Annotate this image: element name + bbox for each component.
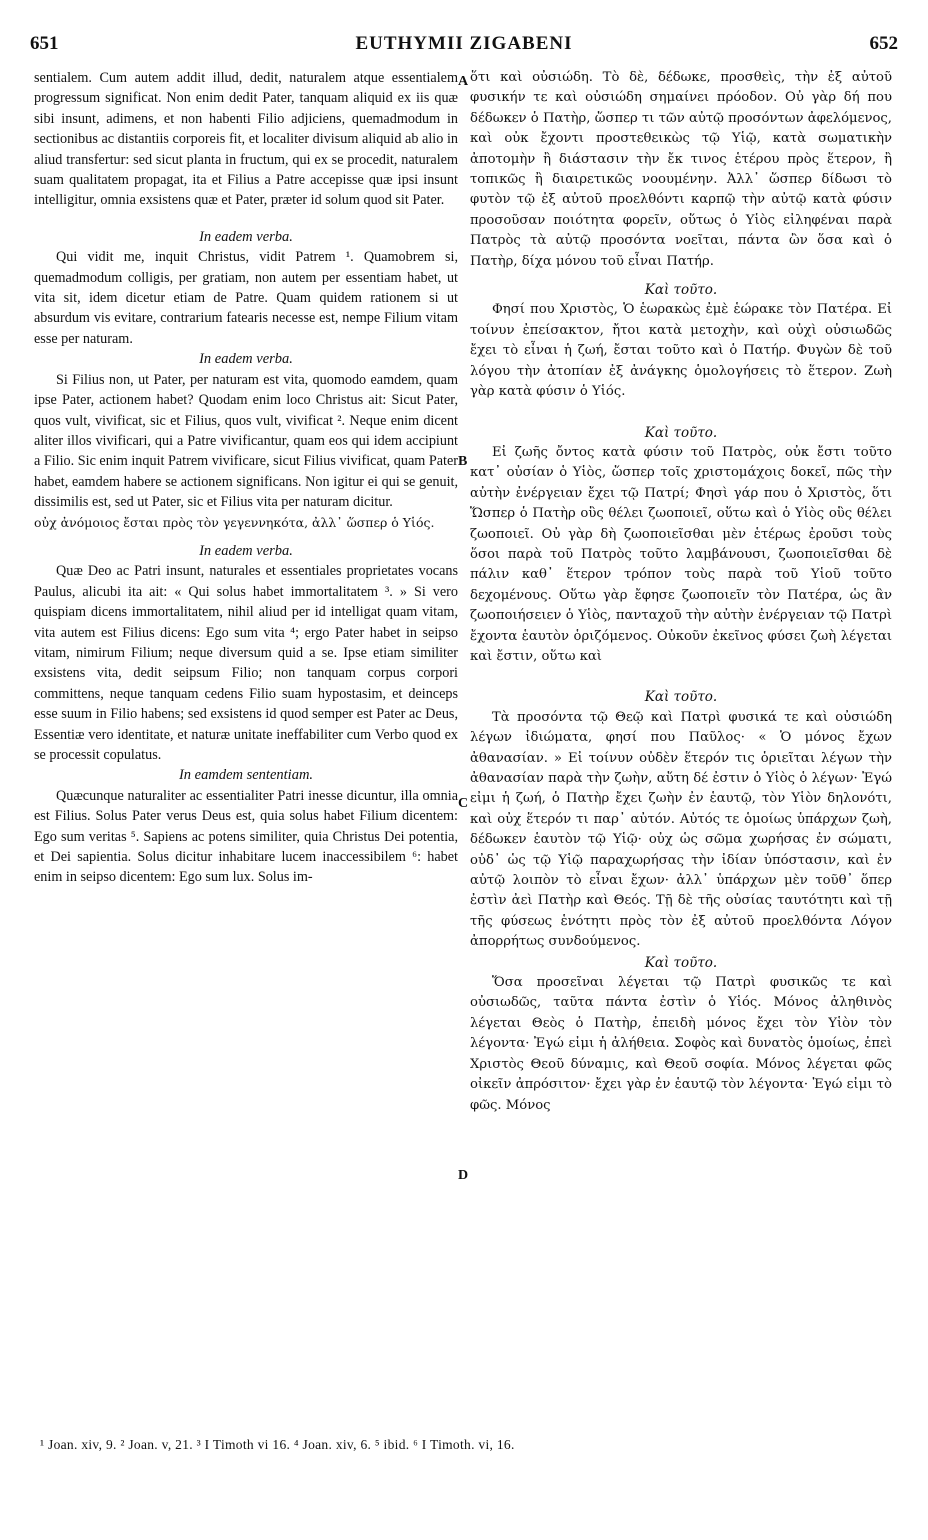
marker-a: A xyxy=(458,74,469,89)
greek-column xyxy=(470,68,892,1430)
greek-section-heading: Καὶ τοῦτο. xyxy=(644,689,718,706)
page-number-right: 652 xyxy=(869,33,898,54)
marker-d: D xyxy=(458,1168,469,1183)
marker-c: C xyxy=(458,796,469,811)
greek-section-heading: Καὶ τοῦτο. xyxy=(644,282,718,299)
greek-paragraph: Εἰ ζωῆς ὄντος κατὰ φύσιν τοῦ Πατρὸς, οὐκ ἔστι τοῦτο κατ᾽ οὐσίαν ὁ Υἱὸς, ὥσπερ τοῖς χριστομάχοις δοκεῖ, πῶς τὴν αὐτὴν ἐνέργειαν ἔχει τῷ Πατρί; Φησὶ γάρ που ὁ Χριστὸς, ὅτι Ὥσπερ ὁ Πατὴρ οὓς θέλει ζωοποιεῖ, οὕτω καὶ ὁ Υἱὸς οὓς θέλει ζωοποιεῖ. Οὐ γὰρ δὴ ζωοποιεῖσθαι μὲν ἑτέρως ἐροῦσι τοὺς ὅσοι παρὰ τοῦ Πατρὸς τοῦτο λαμβάνουσι, ζωοποιεῖσθαι δὲ πάλιν καθ᾽ ἕτερον τρόπον τοὺς παρὰ τοῦ Υἱοῦ τοῦτο δεχομένους. Οὕτω γὰρ ἔφησε ζωοποιεῖν τὸν Πατέρα, ὡς ἂν ζωοποιήσειεν ὁ Υἱὸς, πανταχοῦ τὴν αὐτὴν ἐνέργειαν τῷ Πατρὶ ἔχοντα ἑαυτὸν ὁριζόμενος. Οὐκοῦν ἐκεῖνος φύσει ζωὴ λέγεται καὶ ἔστιν, οὕτω καὶ xyxy=(470,444,892,664)
running-title: EUTHYMII ZIGABENI xyxy=(355,33,573,54)
latin-section-heading: In eamdem sententiam. xyxy=(178,767,314,784)
latin-paragraph: sentialem. Cum autem addit illud, dedit, naturalem atque essentialem progressum significat. Non enim dedit Pater, tanquam aliquid ex iis quæ sibi insunt, adimens, et non habenti Filio adjiciens, quemadmodum in sectionibus ac distantiis corporeis fit, et localiter divisum aliquid ab alio in aliud transfertur: sed sicut planta in fructum, qui ex se procedit, naturalem suam qualitatem propagat, ita et Filius a Patre accepisse quæ ipsi insunt intelligitur, omnia exsistens quæ et Pater, præter id solum quod sit Pater. xyxy=(34,70,458,209)
page-number-left: 651 xyxy=(30,33,59,54)
marker-b: B xyxy=(458,454,468,469)
greek-paragraph: Φησί που Χριστὸς, Ὁ ἑωρακὼς ἐμὲ ἑώρακε τὸν Πατέρα. Εἰ τοίνυν ἐπείσακτον, ἤτοι κατὰ μετοχὴν, καὶ οὐχὶ οὐσιωδῶς ἔχει τὸ εἶναι ἡ ζωή, ἔσται τοῦτο καὶ ὁ Πατήρ. Φυγὼν δὲ τοῦ λόγου τὴν ἀτοπίαν ἐξ ἀνάγκης ὁμολογήσεις τὸ ἕτερον. Ζωὴ γὰρ κατὰ φύσιν ὁ Υἱός. xyxy=(470,302,892,400)
greek-paragraph: ὅτι καὶ οὐσιώδη. Τὸ δὲ, δέδωκε, προσθεὶς, τὴν ἐξ αὐτοῦ φυσικήν τε καὶ οὐσιώδη σημαίνει πρόοδον. Οὐ γὰρ δή που δέδωκεν ὁ Πατὴρ, ὥσπερ τι τῶν αὐτῷ προσόντων ἀφελόμενος, καὶ οὐκ ἔχοντι προστεθεικὼς τῷ Υἱῷ, κατὰ σωματικὴν ἀποτομὴν ἢ διάστασιν τὴν ἔκ τινος ἑτέρου πρὸς ἕτερον, ἢ τοπικῶς ἢ διαιρετικῶς νοουμένην. Ἀλλ᾽ ὥσπερ δίδωσι τὸ φυτὸν τῷ ἐξ αὐτοῦ προελθόντι καρπῷ τὴν αὐτῷ κατὰ φύσιν προσοῦσαν ποιότητα φορεῖν, οὕτως ὁ Υἱὸς εἰληφέναι παρὰ Πατρὸς τὰ αὐτῷ προσόντα νοεῖται, πάντα ὢν ὅσα καὶ ὁ Πατὴρ, δίχα μόνου τοῦ εἶναι Πατήρ. xyxy=(470,70,892,269)
greek-section-heading: Καὶ τοῦτο. xyxy=(644,954,718,971)
latin-section-heading: In eadem verba. xyxy=(199,542,293,559)
latin-paragraph: Si Filius non, ut Pater, per naturam est vita, quomodo eamdem, quam ipse Pater, actionem habet? Quodam enim loco Christus ait: Sicut Pater, quos vult, vivificat, sic et Filius, quos vult, vivificat ². Neque enim dicent aliter illos vivificari, qui a Patre vivificantur, quam eos qui idem accipiunt a Filio. Sic enim inquit Patrem vivificare, sicut Filius vivificat, quam Pater habet, eamdem habere se actionem significans. Non igitur ei qui se genuit, dissimilis est, sed ut Pater, sic et Filius vita per naturam dicitur. xyxy=(34,371,458,511)
latin-column xyxy=(34,68,458,1430)
greek-paragraph: Τὰ προσόντα τῷ Θεῷ καὶ Πατρὶ φυσικά τε καὶ οὐσιώδη λέγων ἰδιώματα, φησί που Παῦλος· « Ὁ μόνος ἔχων ἀθανασίαν. » Εἰ τοίνυν οὐδὲν ἕτερόν τις ὁριεῖται λέγων τὴν ἀθανασίαν παρὰ τὴν ζωὴν, αὕτη δέ ἐστιν ὁ Υἱὸς ὁ λέγων· Ἐγώ εἰμι ἡ ζωή, ὁ Πατὴρ ἔχει ζωὴν ἐν ἑαυτῷ, τὸν Υἱὸν δηλονότι, καὶ οὐχ ἕτερόν τι παρ᾽ αὐτόν. Αὐτός τε ὁμοίως ὑπάρχων ζωὴ, δέδωκεν ἑαυτὸν τῷ Υἱῷ· οὐχ ὡς σῶμα χωρήσας ἐν σώματι, οὐδ᾽ ὡς τῷ Υἱῷ παραχωρήσας τὴν ἰδίαν ὑπόστασιν, καὶ ἐν αὐτῷ λοιπὸν τὸ εἶναι ἔχων· ἀλλ᾽ ὑπάρχων μὲν τοῦθ᾽ ὅπερ ἐστὶν ἀεὶ Πατὴρ καὶ Θεός. Τῇ δὲ τῆς οὐσίας ταυτότητι καὶ τῇ τῆς φύσεως ἑνότητι πρὸς τὸν ἐξ αὐτοῦ προελθόντα Λόγον ἀπορρήτως συνδούμενος. xyxy=(470,709,892,950)
latin-paragraph: Quæ Deo ac Patri insunt, naturales et essentiales proprietates vocans Paulus, alicubi ita ait: « Qui solus habet immortalitatem ³. » Si vero quispiam dicens immortalitatem, nihil aliud per id intelligat quam vitam, vita autem est Filius dicens: Ego sum vita ⁴; ergo Pater habet in seipso vitam, nimirum Filium; neque diversum quid a se. Ipse etiam similiter exsistens vita, dedit seipsum Filio; non tanquam corpus corpori committens, neque tanquam cedens Filio suam hypostasim, et deinceps esse suum in Filio habens; sed exsistens id quod semper est Pater ac Deus, Essentiæ vero identitate, et naturæ unitate ineffabiliter cum Verbo quod ex se processit copulatus. xyxy=(34,563,458,763)
footnotes: ¹ Joan. xiv, 9. ² Joan. v, 21. ³ I Timoth vi 16. ⁴ Joan. xiv, 6. ⁵ ibid. ⁶ I Timoth. vi, 16. xyxy=(40,1437,515,1452)
latin-paragraph: Qui vidit me, inquit Christus, vidit Patrem ¹. Quamobrem si, quemadmodum colligis, per gratiam, non autem per essentiam habet, ut vita sit, idem dicetur etiam de Patre. Quam quidem rationem si ut absurdum vis evitare, contrarium fatearis necesse est, nempe Filium vitam esse per naturam. xyxy=(34,249,458,347)
running-header xyxy=(30,33,898,61)
latin-paragraph: Quæcunque naturaliter ac essentialiter Patri inesse dicuntur, illa omnia est Filius. Solus Pater verus Deus est, quia solus habet Filium dicentem: Ego sum veritas ⁵. Sapiens ac potens similiter, quia Christus Dei potentia, et Dei sapientia. Solus dicitur inhabitare lucem inaccessibilem ⁶: habet enim in seipso dicentem: Ego sum lux. Solus im- xyxy=(34,787,458,886)
greek-section-heading: Καὶ τοῦτο. xyxy=(644,424,718,441)
greek-overflow-line: οὐχ ἀνόμοιος ἔσται πρὸς τὸν γεγεννηκότα, ἀλλ᾽ ὥσπερ ὁ Υἱός. xyxy=(34,514,435,530)
latin-section-heading: In eadem verba. xyxy=(199,351,293,368)
greek-paragraph: Ὅσα προσεῖναι λέγεται τῷ Πατρὶ φυσικῶς τε καὶ οὐσιωδῶς, ταῦτα πάντα ἐστὶν ὁ Υἱός. Μόνος ἀληθινὸς λέγεται Θεὸς ὁ Πατὴρ, ἐπειδὴ μόνος ἔχει τὸν Υἱὸν τὸν λέγοντα· Ἐγώ εἰμι ἡ ἀλήθεια. Σοφὸς καὶ δυνατὸς ὁμοίως, ἐπεὶ Χριστὸς Θεοῦ δύναμις, καὶ Θεοῦ σοφία. Μόνος λέγεται φῶς οἰκεῖν ἀπρόσιτον· ἔχει γὰρ ἐν ἑαυτῷ τὸν λέγοντα· Ἐγώ εἰμι τὸ φῶς. Μόνος xyxy=(470,975,892,1113)
latin-section-heading: In eadem verba. xyxy=(199,228,293,245)
